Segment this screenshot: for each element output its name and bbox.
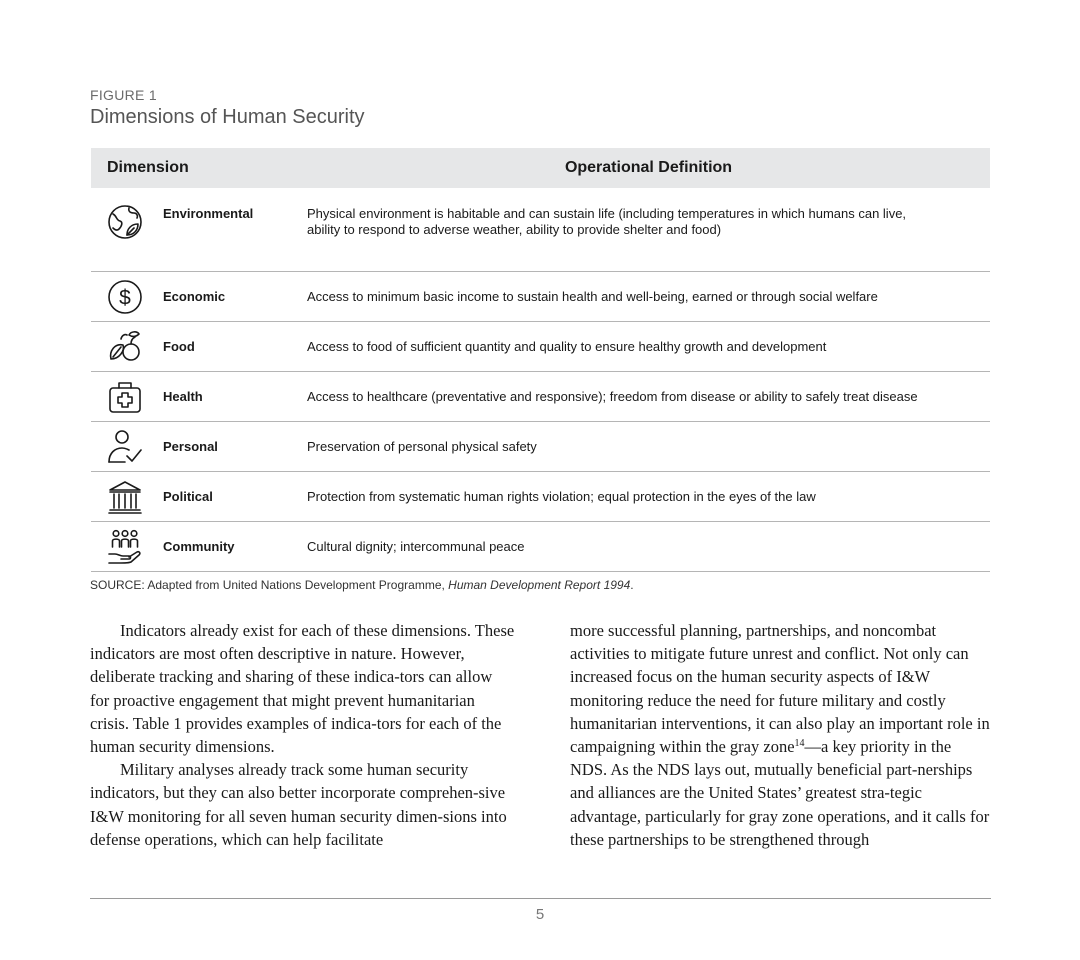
dimension-name: Food — [163, 322, 307, 372]
source-suffix: . — [630, 578, 634, 592]
first-aid-kit-icon — [107, 379, 143, 415]
table-row — [91, 422, 990, 472]
svg-text:$: $ — [119, 286, 131, 309]
definition-line: ability to respond to adverse weather, ability to provide shelter and food) — [307, 222, 722, 237]
community-hand-icon — [107, 529, 143, 565]
body-column-left — [90, 619, 515, 851]
paragraph-text: —a key priority in the NDS. As the NDS lays out, mutually beneficial part-nerships and alliances are the United States’ greatest stra-tegic advantage, particularly for gray zone operations, and it calls for these partnerships to be strengthened through — [570, 737, 990, 849]
table-row — [91, 322, 990, 372]
person-check-icon — [107, 429, 143, 465]
body-column-right — [570, 619, 990, 851]
dimension-definition: Cultural dignity; intercommunal peace — [307, 522, 990, 572]
dimension-definition: Access to food of sufficient quantity and quality to ensure healthy growth and development — [307, 322, 990, 372]
dimension-definition: Access to minimum basic income to sustain health and well-being, earned or through social welfare — [307, 272, 990, 322]
dimension-definition — [307, 188, 990, 272]
table-row — [91, 522, 990, 572]
paragraph: Military analyses already track some human security indicators, but they can also better incorporate comprehen-sive I&W monitoring for all seven human security dimen-sions into defense operations, which can help facilitate — [90, 760, 507, 849]
page-number: 5 — [535, 906, 545, 923]
dimension-header: Dimension — [91, 148, 307, 188]
dimension-name: Community — [163, 522, 307, 572]
human-security-table — [91, 148, 990, 572]
table-row — [91, 472, 990, 522]
figure-label: FIGURE 1 — [90, 87, 157, 103]
figure-title: Dimensions of Human Security — [90, 106, 365, 128]
table-row — [91, 272, 990, 322]
dimension-definition: Access to healthcare (preventative and responsive); freedom from disease or ability to safely treat disease — [307, 372, 990, 422]
paragraph-text: more successful planning, partnerships, and noncombat activities to mitigate future unrest and conflict. Not only can increased focus on the human security aspects of I&W monitoring reduce the need for future military and costly humanitarian interventions, it can also play an important role in campaigning within the gray zone — [570, 621, 990, 757]
definition-line: Physical environment is habitable and can sustain life (including temperatures in which humans can live, — [307, 206, 907, 221]
dimension-name: Personal — [163, 422, 307, 472]
table-header-row — [91, 148, 990, 188]
source-prefix: SOURCE: Adapted from United Nations Development Programme, — [90, 578, 449, 592]
dollar-icon — [107, 279, 143, 315]
footer-divider — [90, 898, 991, 899]
dimension-definition: Preservation of personal physical safety — [307, 422, 990, 472]
definition-header: Operational Definition — [307, 148, 990, 188]
globe-leaf-icon — [107, 204, 143, 240]
dimension-name: Health — [163, 372, 307, 422]
source-title: Human Development Report 1994 — [448, 578, 631, 592]
dimension-definition: Protection from systematic human rights violation; equal protection in the eyes of the law — [307, 472, 990, 522]
government-building-icon — [107, 479, 143, 515]
produce-icon — [107, 329, 143, 365]
dimension-name: Environmental — [163, 188, 307, 272]
dimension-name: Economic — [163, 272, 307, 322]
footnote-ref[interactable]: 14 — [794, 738, 805, 750]
source-note — [90, 578, 634, 592]
table-row — [91, 188, 990, 272]
paragraph: Indicators already exist for each of these dimensions. These indicators are most often descriptive in nature. However, deliberate tracking and sharing of these indica-tors can allow for proactive engagement that might prevent humanitarian crisis. Table 1 provides examples of indica-tors for each of the human security dimensions. — [90, 621, 515, 757]
dimension-name: Political — [163, 472, 307, 522]
table-row — [91, 372, 990, 422]
paragraph — [570, 619, 990, 851]
